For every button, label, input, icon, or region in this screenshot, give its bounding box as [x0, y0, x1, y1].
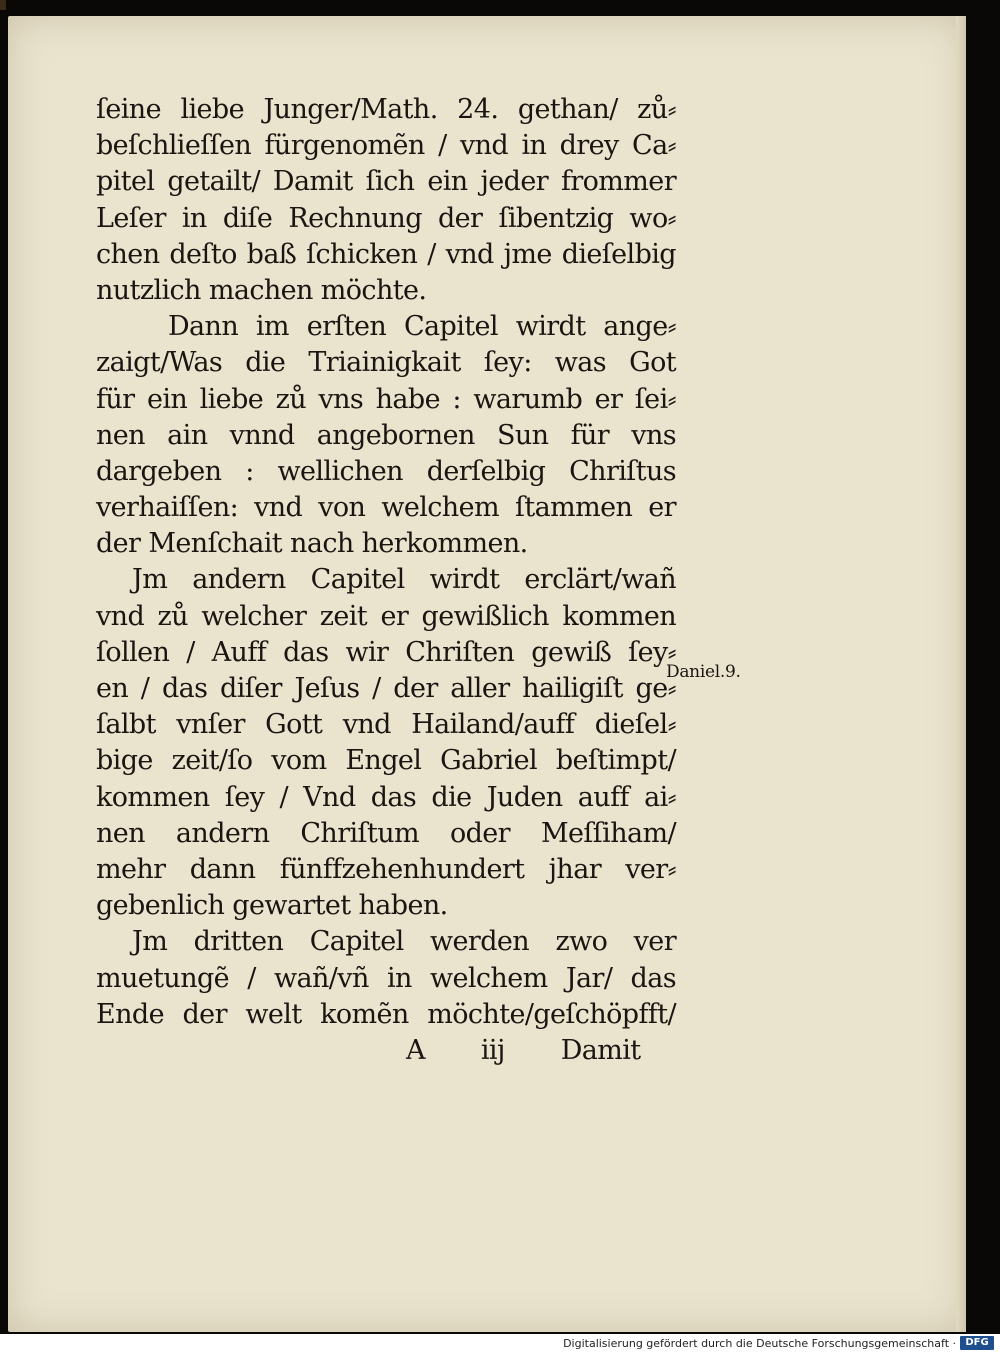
text-line: Ende der welt komẽn möchte/geſchöpfft/: [96, 998, 676, 1030]
text-line: Leſer in diſe Rechnung der ſibentzig wo⸗: [96, 202, 676, 234]
text-line: gebenlich gewartet haben.: [96, 890, 448, 922]
text-line: kommen ſey / Vnd das die Juden auff ai⸗: [96, 781, 676, 813]
text-line: beſchlieſſen fürgenomẽn / vnd in drey Ca⸗: [96, 130, 676, 162]
page-text: [96, 92, 676, 1069]
text-line: ſollen / Auff das wir Chriſten gewiß ſey⸗: [96, 636, 676, 668]
text-line: bige zeit/ſo vom Engel Gabriel beſtimpt/: [96, 745, 676, 777]
page-edge: [956, 16, 966, 1332]
text-line: en / das diſer Jeſus / der aller hailigiſt ge⸗: [96, 673, 676, 704]
text-line: zaigt/Was die Triainigkait ſey: was Got: [96, 347, 676, 379]
text-line: der Menſchait nach herkommen.: [96, 528, 528, 560]
scan-corner-mark: [0, 0, 6, 10]
text-line: muetungẽ / wañ/vñ in welchem Jar/ das: [96, 962, 676, 994]
paragraph-start-line: Jm dritten Capitel werden zwo ver: [132, 926, 676, 958]
text-line: für ein liebe zů vns habe : warumb er ſei⸗: [96, 383, 676, 415]
text-line: dargeben : wellichen derſelbig Chriſtus: [96, 455, 676, 487]
paragraph-start-line: Jm andern Capitel wirdt erclärt/wañ: [132, 564, 676, 596]
text-line: ſalbt vnſer Gott vnd Hailand/auff dieſel⸗: [96, 709, 676, 741]
text-line: chen deſto baß ſchicken / vnd jme dieſelbig: [96, 238, 676, 270]
dfg-logo: DFG: [960, 1336, 994, 1350]
text-line: nen ain vnnd angebornen Sun für vns: [96, 419, 676, 451]
margin-note: Daniel.9.: [666, 662, 741, 682]
text-line: verhaiſſen: vnd von welchem ſtammen er: [96, 492, 676, 524]
text-line: nen andern Chriſtum oder Meſſiham/: [96, 817, 676, 849]
funding-credit: Digitalisierung gefördert durch die Deutsche Forschungsgemeinschaft ·: [563, 1337, 956, 1350]
text-line: ſeine liebe Junger/Math. 24. gethan/ zů⸗: [96, 94, 676, 125]
text-line: mehr dann fünffzehenhundert jhar ver⸗: [96, 853, 676, 885]
text-line: pitel getailt/ Damit ſich ein jeder frommer: [96, 166, 676, 198]
signature-catchword-line: A iij Damit: [406, 1034, 641, 1066]
text-line: vnd zů welcher zeit er gewißlich kommen: [96, 600, 676, 632]
paragraph-start-line: Dann im erſten Capitel wirdt ange⸗: [168, 311, 676, 343]
text-line: nutzlich machen möchte.: [96, 274, 427, 306]
